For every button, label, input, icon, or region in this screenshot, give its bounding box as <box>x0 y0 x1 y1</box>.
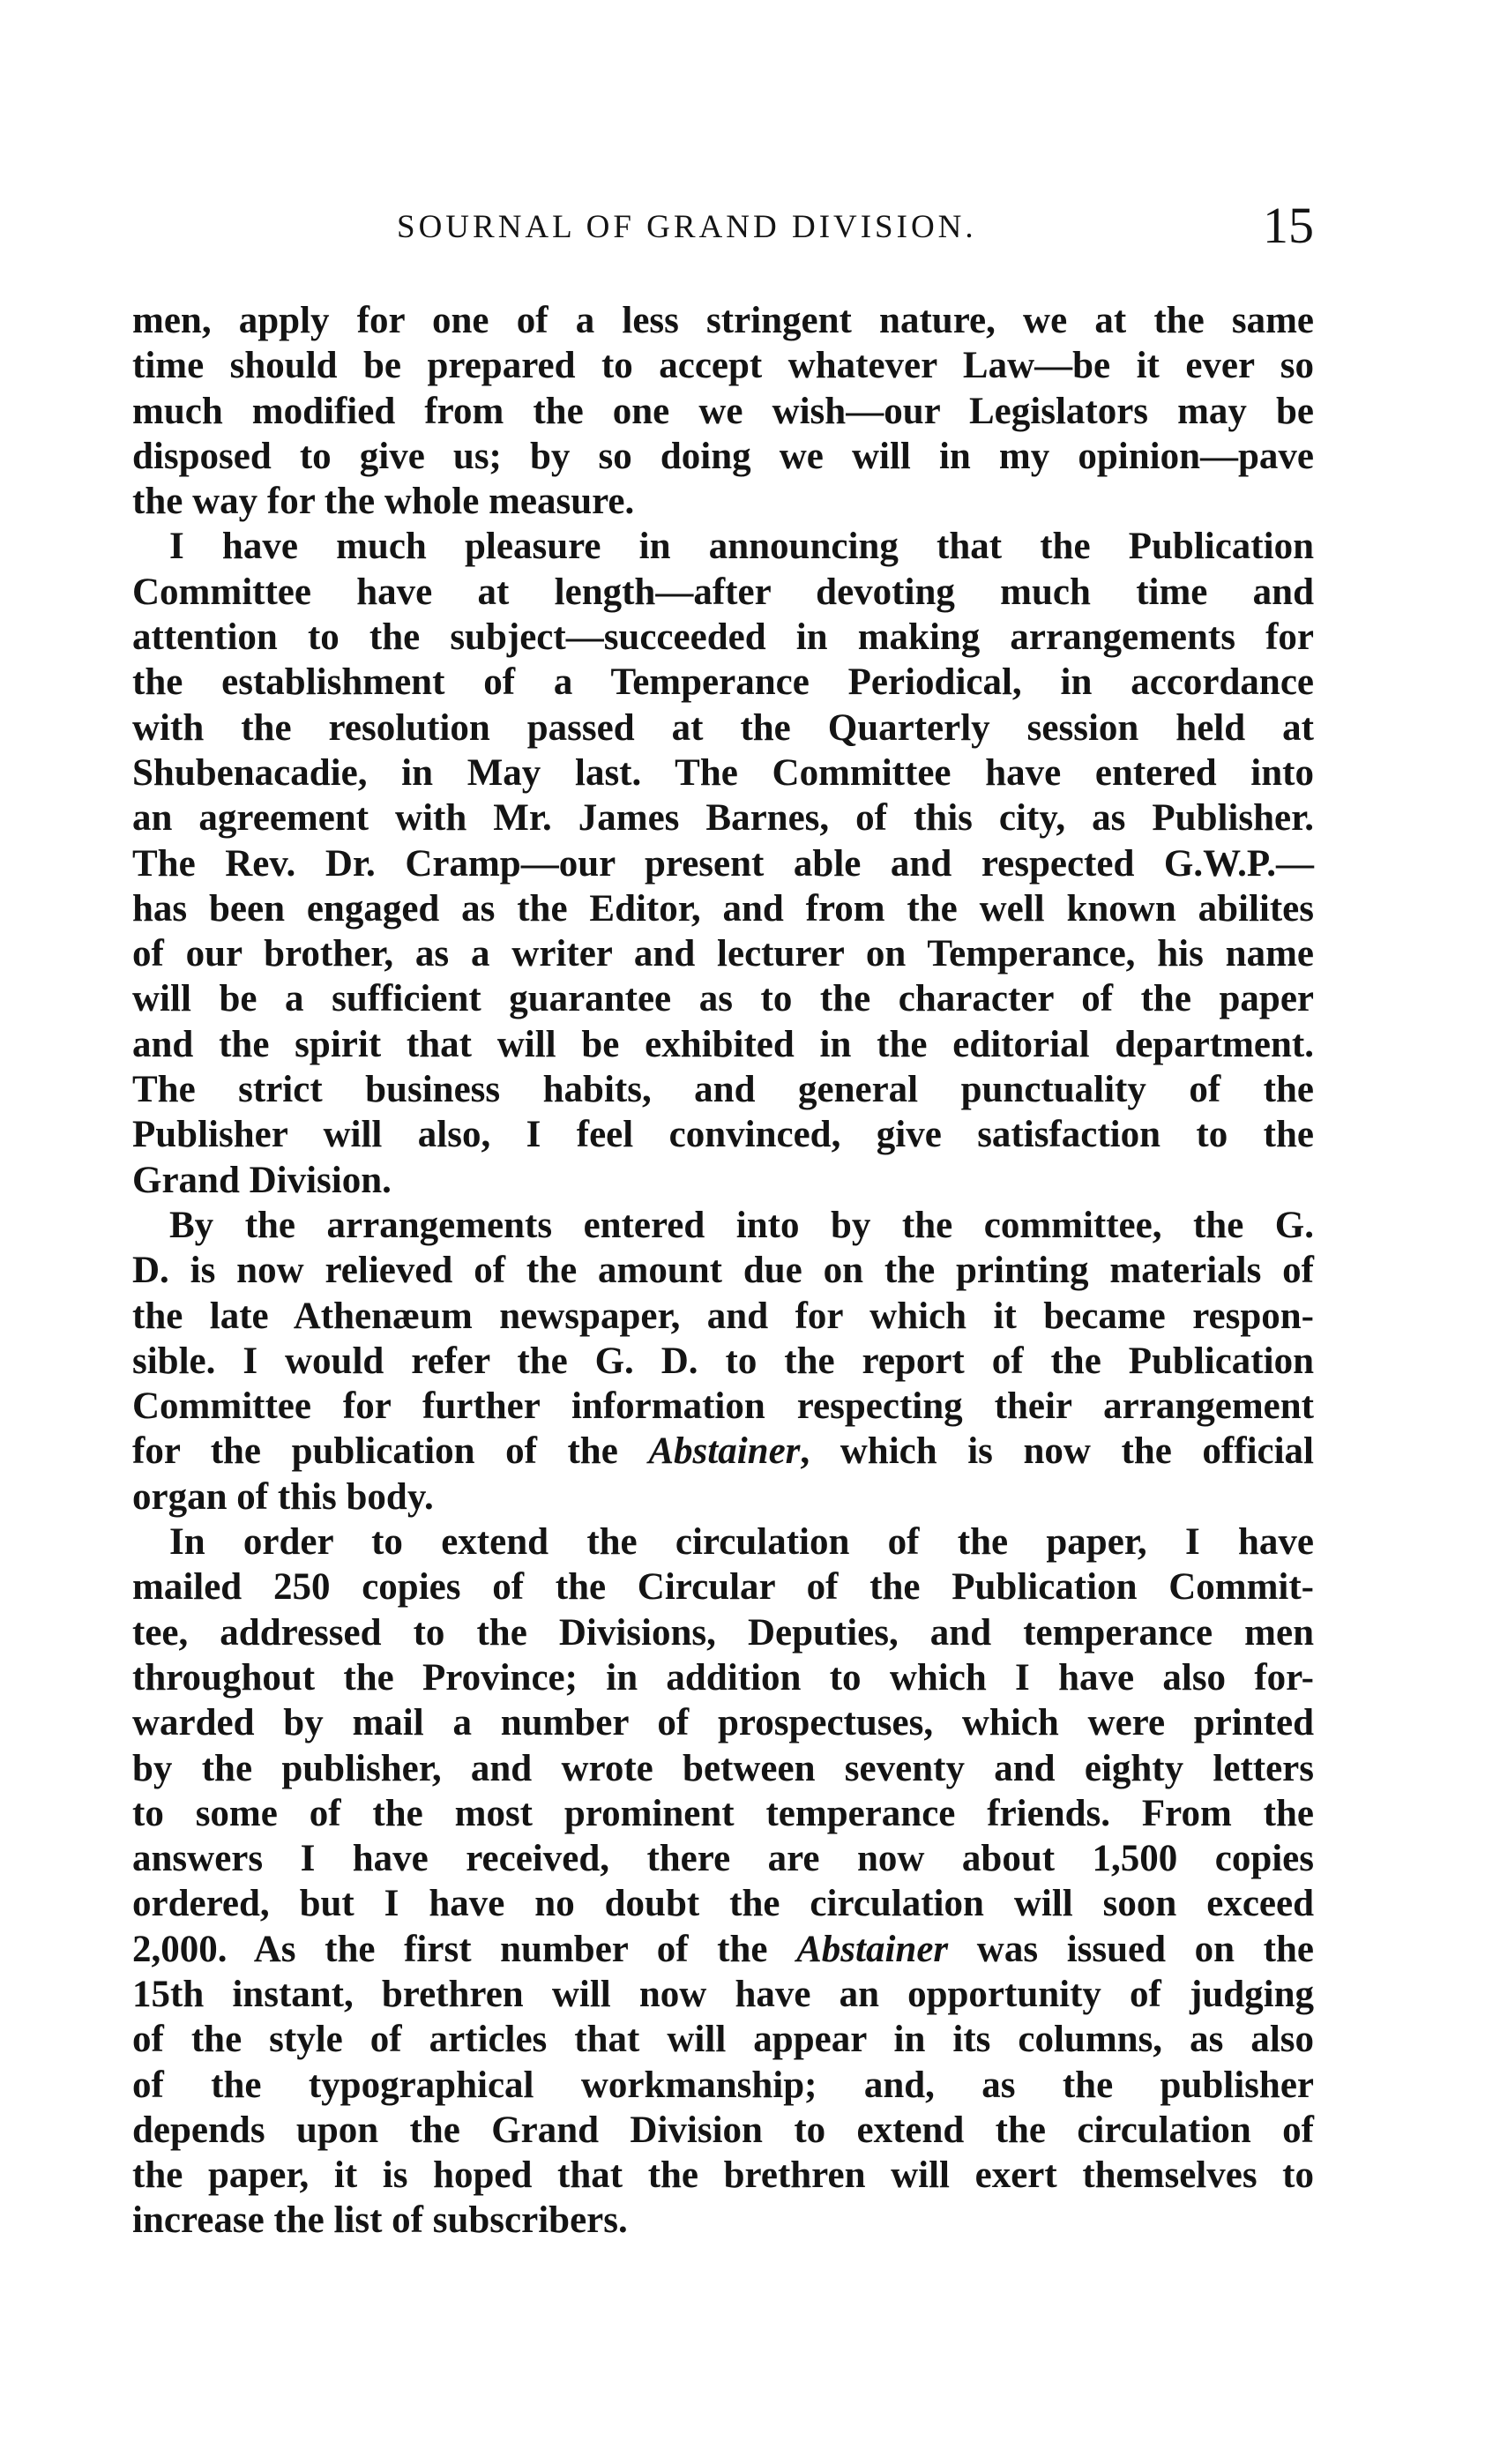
text-line: Publisher will also, I feel convinced, give satisfaction to the <box>132 1114 1314 1156</box>
text-line: depends upon the Grand Division to extend the circulation of <box>132 2109 1314 2151</box>
text-line: to some of the most prominent temperance friends. From the <box>132 1792 1314 1834</box>
text-line: increase the list of subscribers. <box>132 2199 628 2242</box>
text-line: In order to extend the circulation of the paper, I have <box>169 1521 1314 1564</box>
running-head <box>132 187 1314 258</box>
text-line: sible. I would refer the G. D. to the report of the Publication <box>132 1340 1314 1382</box>
text-line: Committee for further information respecting their arrangement <box>132 1385 1314 1428</box>
text-line: tee, addressed to the Divisions, Deputies, and temperance men <box>132 1611 1314 1654</box>
text-line: time should be prepared to accept whatever Law—be it ever so <box>132 345 1314 387</box>
text-line: men, apply for one of a less stringent nature, we at the same <box>132 300 1314 341</box>
text-line: the establishment of a Temperance Periodical, in accordance <box>132 661 1314 704</box>
page-number: 15 <box>1263 197 1314 254</box>
text-line: I have much pleasure in announcing that the Publication <box>169 526 1314 568</box>
text-line: warded by mail a number of prospectuses, which were printed <box>132 1702 1314 1744</box>
text-line: The Rev. Dr. Cramp—our present able and respected G.W.P.— <box>132 842 1314 885</box>
text-line: 15th instant, brethren will now have an opportunity of judging <box>132 1973 1314 2015</box>
text-line: Shubenacadie, in May last. The Committee have entered into <box>132 751 1314 794</box>
text-line: of the typographical workmanship; and, as the publisher <box>132 2064 1314 2106</box>
text-line: the late Athenæum newspaper, and for which it became respon- <box>132 1295 1314 1337</box>
text-line: for the publication of the Abstainer, which is now the official <box>132 1430 1314 1473</box>
text-line: The strict business habits, and general punctuality of the <box>132 1069 1314 1111</box>
text-line: an agreement with Mr. James Barnes, of this city, as Publisher. <box>132 797 1314 840</box>
text-line: disposed to give us; by so doing we will in my opinion—pave <box>132 435 1314 477</box>
text-line: ordered, but I have no doubt the circulation will soon exceed <box>132 1883 1314 1925</box>
text-line: much modified from the one we wish—our Legislators may be <box>132 390 1314 432</box>
text-line: of the style of articles that will appear in its columns, as also <box>132 2019 1314 2061</box>
text-line: organ of this body. <box>132 1475 434 1518</box>
text-line: by the publisher, and wrote between seventy and eighty letters <box>132 1747 1314 1789</box>
text-line: has been engaged as the Editor, and from the well known abilites <box>132 887 1314 930</box>
text-line: will be a sufficient guarantee as to the character of the paper <box>132 978 1314 1020</box>
text-line: Grand Division. <box>132 1159 392 1201</box>
text-line: with the resolution passed at the Quarterly session held at <box>132 706 1314 749</box>
book-page <box>132 187 1314 2244</box>
text-line: and the spirit that will be exhibited in the editorial department. <box>132 1023 1314 1065</box>
text-line: Committee have at length—after devoting much time and <box>132 571 1314 613</box>
text-line: attention to the subject—succeeded in making arrangements for <box>132 616 1314 659</box>
text-line: of our brother, as a writer and lecturer on Temperance, his name <box>132 933 1314 975</box>
text-line: the paper, it is hoped that the brethren will exert themselves to <box>132 2154 1314 2197</box>
text-line: D. is now relieved of the amount due on the printing materials of <box>132 1250 1314 1292</box>
body-text <box>132 298 1314 2244</box>
text-line: the way for the whole measure. <box>132 481 635 523</box>
text-line: 2,000. As the first number of the Abstainer was issued on the <box>132 1928 1315 1970</box>
text-line: By the arrangements entered into by the committee, the G. <box>169 1204 1314 1246</box>
text-line: answers I have received, there are now about 1,500 copies <box>132 1838 1314 1880</box>
running-head-title: SOURNAL OF GRAND DIVISION. <box>397 209 977 245</box>
text-line: mailed 250 copies of the Circular of the Publication Commit- <box>132 1566 1314 1609</box>
text-line: throughout the Province; in addition to which I have also for- <box>132 1656 1314 1699</box>
